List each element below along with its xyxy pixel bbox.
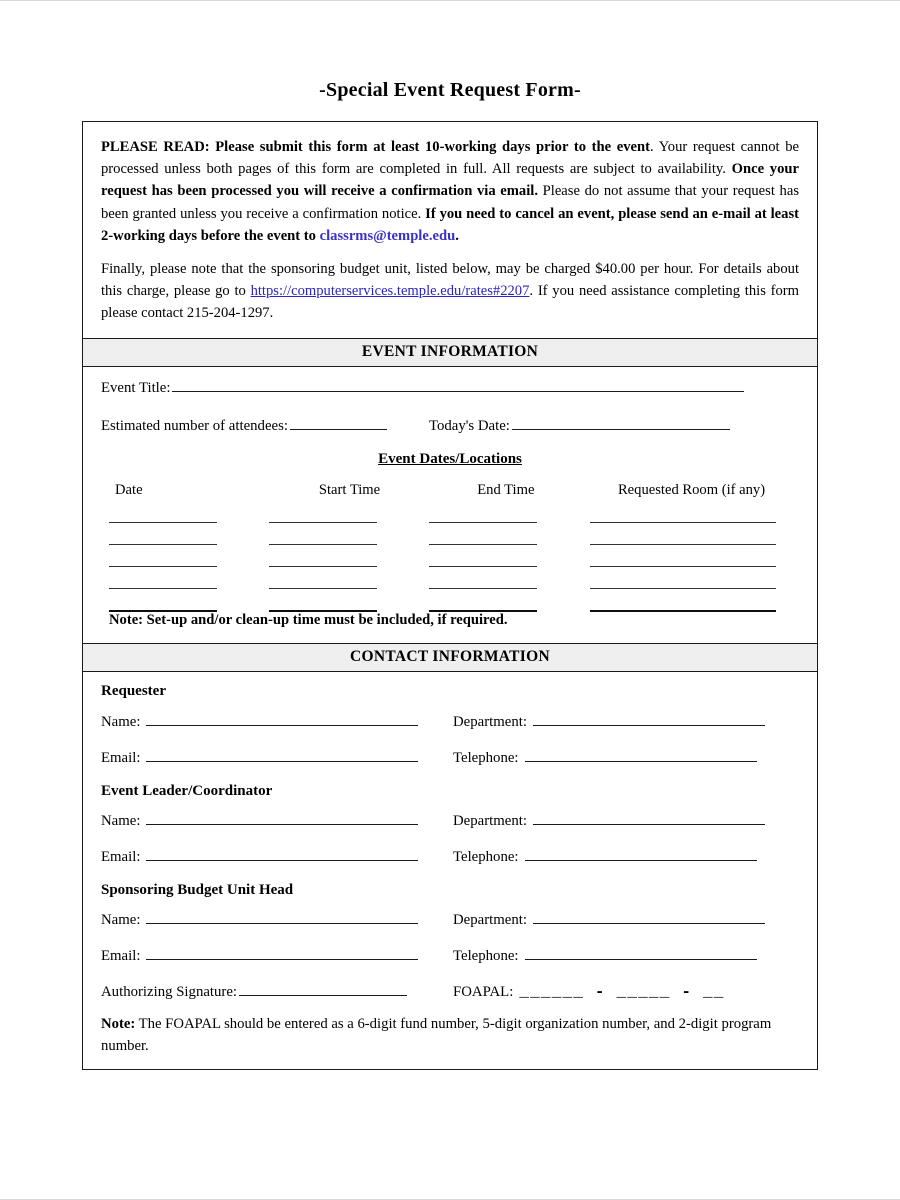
table-cell-end-time[interactable] — [421, 587, 581, 589]
blank-write-line[interactable] — [269, 521, 377, 523]
table-cell-end-time[interactable] — [421, 521, 581, 523]
confirmation-email-text: Once your request has been processed you will receive a confirmation via email. — [101, 161, 799, 200]
field-input[interactable] — [146, 810, 418, 825]
field-input[interactable] — [525, 945, 757, 960]
contact-left-field — [101, 846, 453, 866]
table-cell-requested-room-if-any[interactable] — [582, 565, 799, 567]
event-title-row — [101, 377, 799, 397]
field-input[interactable] — [146, 747, 418, 762]
column-header-end-time: End Time — [477, 482, 535, 499]
please-read-colon: : — [204, 139, 216, 155]
contact-right-field — [453, 846, 759, 866]
foapal-label: FOAPAL: — [453, 983, 514, 1000]
field-input[interactable] — [146, 945, 418, 960]
budget-charge-text: Finally, please note that the sponsoring budget unit, listed below, may be charged $40.00 per hour. For details about this charge, please go to — [101, 260, 799, 300]
table-row — [101, 565, 799, 567]
contact-right-field — [453, 810, 767, 830]
table-cell-requested-room-if-any[interactable] — [582, 543, 799, 545]
table-cell-date[interactable] — [101, 543, 261, 545]
signature-field-group — [101, 981, 453, 1001]
contact-left-field — [101, 945, 453, 965]
form-container — [82, 121, 818, 1070]
instructions-paragraph-2 — [101, 258, 799, 325]
column-header-requested-room: Requested Room (if any) — [617, 482, 766, 499]
todays-date-label: Today's Date: — [428, 418, 510, 435]
page-title: -Special Event Request Form- — [319, 79, 581, 101]
table-cell-date[interactable] — [101, 587, 261, 589]
contact-information-band: CONTACT INFORMATION — [83, 643, 817, 672]
contact-field-row — [101, 945, 799, 965]
field-label: Email: — [101, 947, 141, 964]
contact-field-row — [101, 747, 799, 767]
table-cell-date[interactable] — [101, 521, 261, 523]
dates-locations-rows — [101, 521, 799, 612]
attendees-label: Estimated number of attendees: — [101, 418, 288, 435]
table-row — [101, 543, 799, 545]
column-header-start-time: Start Time — [318, 482, 381, 499]
blank-write-line[interactable] — [109, 565, 217, 567]
contact-right-field — [453, 945, 759, 965]
blank-write-line[interactable] — [429, 521, 537, 523]
table-cell-requested-room-if-any[interactable] — [582, 521, 799, 523]
field-label: Name: — [101, 911, 141, 928]
field-label: Email: — [101, 848, 141, 865]
field-label: Name: — [101, 713, 141, 730]
dates-locations-header-row — [101, 482, 799, 499]
blank-write-line[interactable] — [590, 521, 776, 523]
contact-field-row — [101, 710, 799, 730]
field-input[interactable] — [533, 909, 765, 924]
field-label: Telephone: — [453, 848, 519, 865]
field-label: Telephone: — [453, 749, 519, 766]
contact-right-field — [453, 747, 759, 767]
cancellation-text: If you need to cancel an event, please send an e-mail at least 2-working days before the event to — [101, 205, 799, 244]
processing-text: . Your request cannot be processed unless both pages of this form are completed in full. All requests are subject to availability. — [101, 139, 799, 178]
attendees-input[interactable] — [290, 415, 387, 430]
event-information-band: EVENT INFORMATION — [83, 338, 817, 367]
authorizing-signature-input[interactable] — [239, 981, 407, 996]
assistance-contact-text: . If you need assistance completing this form please contact 215-204-1297. — [101, 283, 800, 322]
paragraph1-period: . — [455, 227, 459, 244]
field-label: Department: — [453, 713, 527, 730]
contact-left-field — [101, 909, 453, 929]
event-information-body — [83, 367, 817, 643]
foapal-note-text: The FOAPAL should be entered as a 6-digit fund number, 5-digit organization number, and 2-digit program number. — [101, 1015, 772, 1054]
table-row — [101, 521, 799, 523]
contact-group-title: Sponsoring Budget Unit Head — [101, 881, 294, 898]
blank-write-line[interactable] — [590, 543, 776, 545]
field-input[interactable] — [146, 909, 418, 924]
event-title-input[interactable] — [172, 377, 744, 392]
table-cell-start-time[interactable] — [261, 587, 421, 589]
contact-field-row — [101, 846, 799, 866]
field-label: Name: — [101, 812, 141, 829]
blank-write-line[interactable] — [269, 565, 377, 567]
field-label: Department: — [453, 812, 527, 829]
contact-information-body — [83, 672, 817, 1068]
contact-field-row — [101, 909, 799, 929]
setup-note: Note: Set-up and/or clean-up time must be included, if required. — [109, 612, 508, 629]
contact-right-field — [453, 710, 767, 730]
contact-groups — [101, 683, 799, 964]
signature-foapal-row — [101, 981, 799, 1001]
blank-write-line[interactable] — [429, 587, 537, 589]
field-input[interactable] — [533, 710, 765, 725]
table-cell-start-time[interactable] — [261, 543, 421, 545]
field-input[interactable] — [525, 846, 757, 861]
table-cell-end-time[interactable] — [421, 565, 581, 567]
blank-write-line[interactable] — [590, 609, 776, 612]
table-row — [101, 587, 799, 589]
field-label: Telephone: — [453, 947, 519, 964]
contact-left-field — [101, 747, 453, 767]
foapal-field-group — [453, 983, 725, 1001]
todays-date-input[interactable] — [512, 415, 730, 430]
field-label: Department: — [453, 911, 527, 928]
blank-write-line[interactable] — [429, 565, 537, 567]
blank-write-line[interactable] — [429, 543, 537, 545]
contact-left-field — [101, 710, 453, 730]
column-header-date: Date — [115, 482, 143, 499]
table-cell-date[interactable] — [101, 565, 261, 567]
blank-write-line[interactable] — [269, 543, 377, 545]
foapal-note — [101, 1009, 799, 1059]
contact-left-field — [101, 810, 453, 830]
table-cell-requested-room-if-any[interactable] — [582, 587, 799, 589]
attendees-date-row — [101, 415, 799, 435]
table-cell-requested-room-if-any[interactable] — [582, 609, 799, 612]
field-input[interactable] — [525, 747, 757, 762]
instructions-block — [83, 122, 817, 338]
table-cell-end-time[interactable] — [421, 543, 581, 545]
blank-write-line[interactable] — [109, 521, 217, 523]
event-title-label: Event Title: — [101, 380, 171, 397]
blank-write-line[interactable] — [109, 587, 217, 589]
submit-deadline-text: Please submit this form at least 10-working days prior to the event — [215, 139, 650, 155]
assumption-text: Please do not assume that your request has been granted unless you receive a confirmation notice. — [101, 183, 800, 222]
table-cell-start-time[interactable] — [261, 565, 421, 567]
contact-right-field — [453, 909, 767, 929]
classrooms-email-link[interactable]: classrms@temple.edu — [319, 227, 456, 244]
blank-write-line[interactable] — [590, 565, 776, 567]
event-dates-locations-subheading: Event Dates/Locations — [378, 451, 522, 468]
contact-group-title: Requester — [101, 683, 166, 700]
blank-write-line[interactable] — [269, 587, 377, 589]
rates-url-link[interactable]: https://computerservices.temple.edu/rates#2207 — [250, 283, 530, 300]
authorizing-signature-label: Authorizing Signature: — [101, 983, 238, 1000]
field-input[interactable] — [533, 810, 765, 825]
field-input[interactable] — [146, 710, 418, 725]
contact-field-row — [101, 810, 799, 830]
field-label: Email: — [101, 749, 141, 766]
please-read-label: PLEASE READ — [101, 139, 205, 155]
table-cell-start-time[interactable] — [261, 521, 421, 523]
instructions-paragraph-1 — [101, 136, 799, 247]
blank-write-line[interactable] — [109, 543, 217, 545]
contact-group-title: Event Leader/Coordinator — [101, 782, 273, 799]
foapal-input[interactable]: ______ - _____ - __ — [519, 982, 725, 1001]
blank-write-line[interactable] — [590, 587, 776, 589]
field-input[interactable] — [146, 846, 418, 861]
foapal-note-label: Note: — [101, 1015, 136, 1032]
